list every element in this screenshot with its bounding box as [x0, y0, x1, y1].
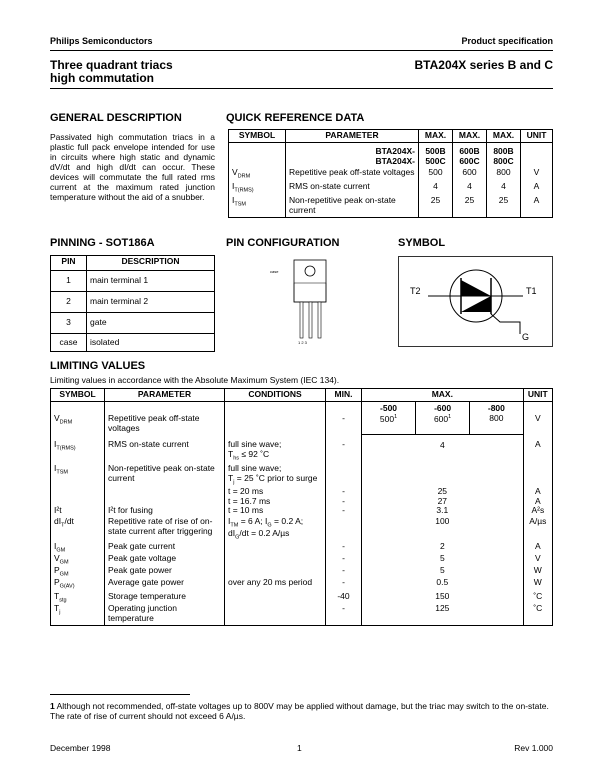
- t1-label: T1: [526, 286, 537, 296]
- gate-label: G: [522, 332, 530, 342]
- lv-row-tj: $T_j$ Operating junction temperature - 125 ˚C: [51, 604, 553, 625]
- doc-type: Product specification: [461, 36, 553, 46]
- footnote-rule: [50, 694, 190, 695]
- header-rule: [50, 50, 553, 51]
- symbol-heading: SYMBOL: [398, 237, 446, 249]
- pin-configuration-heading: PIN CONFIGURATION: [226, 237, 340, 249]
- limiting-values-table: SYMBOL PARAMETER CONDITIONS MIN. MAX. UNIT $V_{DRM}$ Repetitive peak off-state voltages - -500 $500^1$ -600 $600^1$ -800 800 V $I_{T(RMS)}$ RMS on-state current full sine wave; $T_{hs} \le 92$ ˚C - 4 A $I_{TSM}$ Non-repetitive peak on-state current full sine wave; $T_j = 25$ ˚C prior to surge t = 20 ms - 25 A t = 16.7 ms - 27 A I²t I²t for fusing t = 10 ms - 3.1 A²s $dI_T/dt$ Repetitive rate of rise of on-state current after triggering $I_{TM} = 6$ A; $I_G = 0.2$ A; $dI_G/dt = 0.2$ A/µs 100 A/µs $I_{GM}$ Peak gate current - 2 A $V_{GM}$ Peak gate voltage - 5 V $P_{GM}$ Peak gate power - 5 W $P_{G(AV)}$ Average gate power over any 20 ms period - 0.5 W $T_{stg}$ Storage temperature -40 150 ˚C $T_j$ Operating junction temperature - 125 ˚C: [50, 388, 553, 626]
- quick-reference-table: SYMBOL PARAMETER MAX. MAX. MAX. UNIT BTA204X- BTA204X- 500B 500C 600B 600C 800B 800C $V_{DRM}$ Repetitive peak off-state voltages 500 600 800 V $I_{T(RMS)}$ RMS on-state current 4 4 4 A $I_{TSM}$ Non-repetitive peak on-state current 25 25 25 A: [228, 129, 553, 218]
- lv-row-itsm: $I_{TSM}$ Non-repetitive peak on-state current full sine wave; $T_j = 25$ ˚C prior to surge: [51, 463, 553, 487]
- lv-row-tstg: $T_{stg}$ Storage temperature -40 150 ˚C: [51, 591, 553, 604]
- lv-row-itrms: $I_{T(RMS)}$ RMS on-state current full sine wave; $T_{hs} \le 92$ ˚C - 4 A: [51, 434, 553, 463]
- qrd-row-vdrm: $V_{DRM}$ Repetitive peak off-state voltages 500 600 800 V: [229, 167, 553, 181]
- product-title: Three quadrant triacs high commutation: [50, 58, 173, 85]
- lv-row-vdrm: $V_{DRM}$ Repetitive peak off-state voltages - -500 $500^1$ -600 $600^1$ -800 800 V: [51, 401, 553, 434]
- pin-numbers: 1 2 3: [298, 340, 307, 345]
- qrd-row-itrms: $I_{T(RMS)}$ RMS on-state current 4 4 4 A: [229, 181, 553, 195]
- part-number: BTA204X series B and C: [414, 58, 553, 72]
- package-drawing: [270, 256, 350, 348]
- lv-row-pgm: $P_{GM}$ Peak gate power - 5 W: [51, 566, 553, 578]
- lv-row-pgav: $P_{G(AV)}$ Average gate power over any 20 ms period - 0.5 W: [51, 578, 553, 591]
- footer-date: December 1998: [50, 743, 111, 753]
- title-rule: [50, 88, 553, 89]
- general-description-text: Passivated high commutation triacs in a plastic full pack envelope intended for use in circuits where high static and dynamic dV/dt and high dI/dt can occur. These devices will commutate the full rated rms current at the maximum rated junction temperature without the aid of a snubber.: [50, 132, 215, 202]
- t2-label: T2: [410, 286, 421, 296]
- company-name: Philips Semiconductors: [50, 36, 153, 46]
- pinning-heading: PINNING - SOT186A: [50, 237, 155, 249]
- pinning-table: PIN DESCRIPTION 1 main terminal 1 2 main terminal 2 3 gate case isolated: [50, 255, 215, 352]
- limiting-values-intro: Limiting values in accordance with the Absolute Maximum System (IEC 134).: [50, 375, 340, 385]
- lv-row-i2t: I²t I²t for fusing t = 10 ms - 3.1 A²s: [51, 506, 553, 516]
- triac-symbol: [398, 256, 553, 347]
- qrd-row-itsm: $I_{TSM}$ Non-repetitive peak on-state current 25 25 25 A: [229, 195, 553, 217]
- limiting-values-heading: LIMITING VALUES: [50, 360, 146, 372]
- case-label: case: [270, 269, 279, 274]
- general-description-heading: GENERAL DESCRIPTION: [50, 112, 182, 124]
- lv-row-didt: $dI_T/dt$ Repetitive rate of rise of on-state current after triggering $I_{TM} = 6$ A; $I_G = 0.2$ A; $dI_G/dt = 0.2$ A/µs 100 A/µs: [51, 516, 553, 542]
- page-number: 1: [297, 743, 302, 753]
- footnote: 1 Although not recommended, off-state voltages up to 800V may be applied without damage, but the triac may switch to the on-state. The rate of rise of current should not exceed 6 A/µs.: [50, 701, 549, 721]
- lv-row-vgm: $V_{GM}$ Peak gate voltage - 5 V: [51, 554, 553, 566]
- lv-row-igm: $I_{GM}$ Peak gate current - 2 A: [51, 542, 553, 554]
- quick-reference-heading: QUICK REFERENCE DATA: [226, 112, 365, 124]
- revision: Rev 1.000: [514, 743, 553, 753]
